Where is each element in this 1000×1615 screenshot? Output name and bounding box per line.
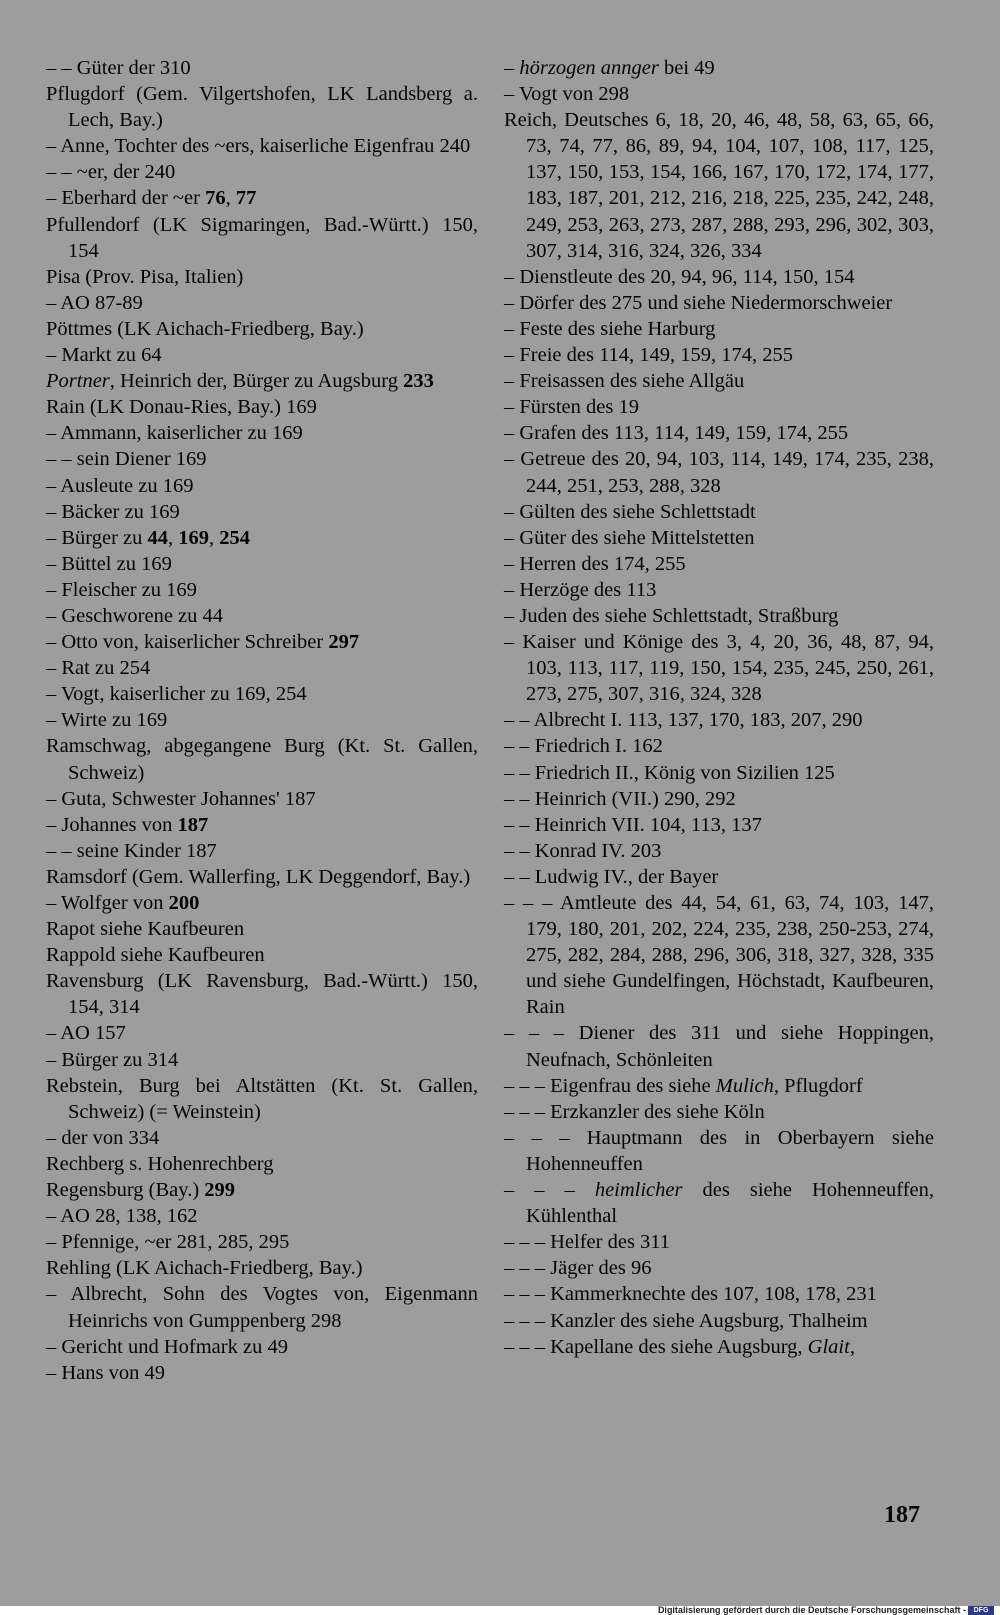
entry-text: – Ammann, kaiserlicher zu 169 [46,422,303,445]
index-entry [46,1073,478,1125]
entry-text: Rappold siehe Kaufbeuren [46,944,265,967]
index-entry [46,838,478,864]
entry-text: , [849,1335,855,1358]
entry-text: Pfullendorf (LK Sigmaringen, Bad.-Württ.) 150, 154 [46,213,478,262]
entry-text: – Herren des 174, 255 [504,552,686,575]
page-ref-bold: 44 [147,526,169,549]
entry-text: – Freisassen des siehe Allgäu [504,370,745,393]
index-entry [46,1360,478,1386]
entry-text: Ramsdorf (Gem. Wallerfing, LK Deggendorf, Bay.) [46,865,471,888]
entry-text: – Ausleute zu 169 [46,474,194,497]
entry-text: Rain (LK Donau-Ries, Bay.) 169 [46,396,317,419]
index-entry [46,81,478,133]
index-entry [46,473,478,499]
entry-text: – – Ludwig IV., der Bayer [504,865,719,888]
index-entry [46,916,478,942]
entry-text: – Anne, Tochter des ~ers, kaiserliche Eigenfrau 240 [46,135,471,158]
index-entry [504,1020,934,1072]
page-ref-bold: 233 [403,370,434,393]
index-entry [46,1177,478,1203]
index-entry [46,499,478,525]
entry-text: – – – Hauptmann des in Oberbayern siehe Hohenneuffen [504,1126,934,1175]
index-entry [46,55,478,81]
index-entry [504,420,934,446]
entry-text: – Pfennige, ~er 281, 285, 295 [46,1231,290,1254]
index-entry [46,1203,478,1229]
index-entry [504,551,934,577]
entry-text: – Vogt, kaiserlicher zu 169, 254 [46,683,307,706]
entry-text: – Feste des siehe Harburg [504,317,716,340]
italic-term: heimlicher [594,1179,683,1202]
entry-text: – – Albrecht I. 113, 137, 170, 183, 207, 290 [504,709,863,732]
index-entry [504,812,934,838]
italic-term: Mulich [715,1074,774,1097]
index-entry [46,1334,478,1360]
index-entry [46,446,478,472]
entry-text: Pöttmes (LK Aichach-Friedberg, Bay.) [46,317,364,340]
page-ref-bold: 254 [219,526,251,549]
index-entry [504,760,934,786]
index-entry [46,786,478,812]
index-entry [504,603,934,629]
index-entry [504,1308,934,1334]
index-entry [46,159,478,185]
entry-text: – Kaiser und Könige des 3, 4, 20, 36, 48, 87, 94, 103, 113, 117, 119, 150, 154, 235, 245, 250, 261, 273, 275, 307, 316, 324, 328 [504,631,934,706]
index-entry [46,264,478,290]
index-entry [504,1281,934,1307]
index-column-left [46,55,478,1386]
entry-text: – Markt zu 64 [46,344,162,367]
entry-text: , Pflugdorf [773,1074,863,1097]
entry-text: – – – Amtleute des 44, 54, 61, 63, 74, 103, 147, 179, 180, 201, 202, 224, 235, 238, 250-253, 274, 275, 282, 284, 288, 296, 306, 318, 327, 328, 335 und siehe Gundelfingen, Höchstadt, Kaufbeuren, Rain [504,892,934,1019]
index-entry [504,1073,934,1099]
entry-text: – AO 28, 138, 162 [46,1205,198,1228]
page-ref-bold: 76 [205,187,226,210]
index-entry [46,133,478,159]
index-entry [504,499,934,525]
page-ref-bold: 169 [178,526,210,549]
entry-text: Rebstein, Burg bei Altstätten (Kt. St. Gallen, Schweiz) (= Weinstein) [46,1074,478,1123]
index-entry [504,264,934,290]
index-entry [46,1047,478,1073]
entry-text: – Gericht und Hofmark zu 49 [46,1335,288,1358]
entry-text: – Gülten des siehe Schlettstadt [504,500,756,523]
entry-text: – Otto von, kaiserlicher Schreiber [46,631,329,654]
entry-text: – – seine Kinder 187 [46,839,217,862]
index-entry [46,316,478,342]
entry-text: – – Heinrich VII. 104, 113, 137 [504,813,762,836]
index-entry [46,864,478,890]
entry-text: – Rat zu 254 [46,657,151,680]
index-entry [46,733,478,785]
entry-text: – Bürger zu 314 [46,1048,179,1071]
entry-text: – Fleischer zu 169 [46,578,197,601]
index-entry [46,890,478,916]
index-entry [46,420,478,446]
index-entry [46,603,478,629]
index-entry [46,394,478,420]
entry-text: – Dienstleute des 20, 94, 96, 114, 150, 154 [504,265,855,288]
entry-text: – – – Jäger des 96 [504,1257,652,1280]
index-entry [504,786,934,812]
index-entry [46,968,478,1020]
entry-text: – Johannes von [46,813,178,836]
entry-text: – – Heinrich (VII.) 290, 292 [504,787,736,810]
entry-text: – Vogt von 298 [504,83,630,106]
entry-text: – Grafen des 113, 114, 149, 159, 174, 255 [504,422,849,445]
index-entry [46,1151,478,1177]
entry-text: Rapot siehe Kaufbeuren [46,918,245,941]
index-entry [504,107,934,264]
index-entry [46,1020,478,1046]
index-entry [46,212,478,264]
entry-text: , Heinrich der, Bürger zu Augsburg [109,370,404,393]
index-entry [504,1334,934,1360]
entry-text: – – Friedrich II., König von Sizilien 125 [504,761,835,784]
index-entry [46,290,478,316]
entry-text: – – – Diener des 311 und siehe Hoppingen, Neufnach, Schönleiten [504,1022,934,1071]
index-entry [504,81,934,107]
entry-text: – Wolfger von [46,892,169,914]
entry-text: – – – [504,1179,595,1202]
index-entry [46,185,478,211]
index-entry [46,525,478,551]
index-entry [504,733,934,759]
index-entry [46,1281,478,1333]
index-entry [46,577,478,603]
entry-text: – Büttel zu 169 [46,552,172,575]
index-entry [504,838,934,864]
entry-text: – Bürger zu [46,526,148,549]
entry-text: – Dörfer des 275 und siehe Niedermorschweier [504,291,893,314]
entry-text: – – – Erzkanzler des siehe Köln [504,1100,765,1123]
entry-text: des siehe Hohenneuffen, Kühlenthal [526,1179,934,1228]
entry-text: Ramschwag, abgegangene Burg (Kt. St. Gallen, Schweiz) [46,735,478,784]
index-entry [46,368,478,394]
footer-bar [0,1606,1000,1615]
entry-text: – Guta, Schwester Johannes' 187 [46,787,316,810]
page-ref-bold: 299 [204,1179,236,1202]
page-ref-bold: 77 [235,187,257,210]
entry-text: – AO 157 [46,1022,126,1045]
index-entry [504,890,934,1020]
entry-text: – der von 334 [46,1126,160,1149]
index-entry [504,1177,934,1229]
index-column-right [504,55,934,1360]
index-entry [504,368,934,394]
index-entry [46,342,478,368]
index-entry [504,1229,934,1255]
entry-text: – [504,57,520,79]
italic-term: Portner [46,370,110,393]
page-number: 187 [884,1502,920,1528]
page-ref-bold: 187 [177,813,209,836]
index-entry [504,446,934,498]
index-entry [46,707,478,733]
italic-term: hörzogen annger [519,57,659,79]
index-entry [46,942,478,968]
entry-text: – Eberhard der ~er [46,187,206,210]
entry-text: – Geschworene zu 44 [46,604,224,627]
entry-text: Pflugdorf (Gem. Vilgertshofen, LK Landsberg a. Lech, Bay.) [46,83,478,132]
index-entry [504,864,934,890]
entry-text: Rehling (LK Aichach-Friedberg, Bay.) [46,1257,363,1280]
index-entry [504,707,934,733]
index-entry [504,1099,934,1125]
index-entry [504,577,934,603]
index-entry [46,1255,478,1281]
index-entry [504,55,934,81]
entry-text: Ravensburg (LK Ravensburg, Bad.-Württ.) 150, 154, 314 [46,970,478,1019]
index-entry [504,290,934,316]
entry-text: – – – Kanzler des siehe Augsburg, Thalheim [504,1309,868,1332]
entry-text: Reich, Deutsches 6, 18, 20, 46, 48, 58, 63, 65, 66, 73, 74, 77, 86, 89, 94, 104, 107, 108, 117, 125, 137, 150, 153, 154, 166, 167, 170, 172, 174, 177, 183, 187, 201, 212, 216, 218, 225, 235, 242, 248, 249, 253, 263, 273, 287, 288, 293, 296, 302, 303, 307, 314, 316, 324, 326, 334 [504,109,934,262]
index-entry [504,1125,934,1177]
entry-text: – Albrecht, Sohn des Vogtes von, Eigenmann Heinrichs von Gumppenberg 298 [46,1283,478,1332]
entry-text: – AO 87-89 [46,291,143,314]
entry-text: – Fürsten des 19 [504,396,639,419]
index-entry [46,629,478,655]
index-entry [46,551,478,577]
index-entry [504,316,934,342]
entry-text: – – Friedrich I. 162 [504,735,663,758]
entry-text: – Getreue des 20, 94, 103, 114, 149, 174, 235, 238, 244, 251, 253, 288, 328 [504,448,934,497]
entry-text: – – Konrad IV. 203 [504,839,662,862]
entry-text: – Bäcker zu 169 [46,500,180,523]
entry-text: – – – Kammerknechte des 107, 108, 178, 231 [504,1283,877,1306]
entry-text: – – sein Diener 169 [46,448,207,471]
index-entry [46,812,478,838]
index-entry [504,1255,934,1281]
entry-text: , [209,526,220,549]
entry-text: – – – Helfer des 311 [504,1231,671,1254]
entry-text: – – – Kapellane des siehe Augsburg, [504,1335,808,1358]
entry-text: – Wirte zu 169 [46,709,168,732]
digitization-credit: Digitalisierung gefördert durch die Deutsche Forschungsgemeinschaft - [657,1605,966,1615]
page-ref-bold: 200 [168,892,200,914]
entry-text: Pisa (Prov. Pisa, Italien) [46,265,244,288]
entry-text: , [168,526,179,549]
index-entry [46,1125,478,1151]
entry-text: – Güter des siehe Mittelstetten [504,526,755,549]
entry-text: Regensburg (Bay.) [46,1179,205,1202]
entry-text: – Herzöge des 113 [504,578,657,601]
entry-text: – Juden des siehe Schlettstadt, Straßburg [504,604,839,627]
index-entry [46,1229,478,1255]
entry-text: bei 49 [658,57,715,79]
entry-text: – – Güter der 310 [46,57,191,79]
index-entry [504,629,934,707]
index-entry [504,394,934,420]
page-ref-bold: 297 [328,631,360,654]
entry-text: – – ~er, der 240 [46,161,176,184]
index-entry [46,681,478,707]
entry-text: Rechberg s. Hohenrechberg [46,1152,274,1175]
italic-term: Glait [807,1335,850,1358]
index-entry [504,342,934,368]
entry-text: – Freie des 114, 149, 159, 174, 255 [504,344,794,367]
index-entry [504,525,934,551]
entry-text: , [225,187,236,210]
entry-text: – Hans von 49 [46,1361,166,1384]
index-entry [46,655,478,681]
dfg-logo: DFG [968,1606,994,1615]
entry-text: – – – Eigenfrau des siehe [504,1074,716,1097]
